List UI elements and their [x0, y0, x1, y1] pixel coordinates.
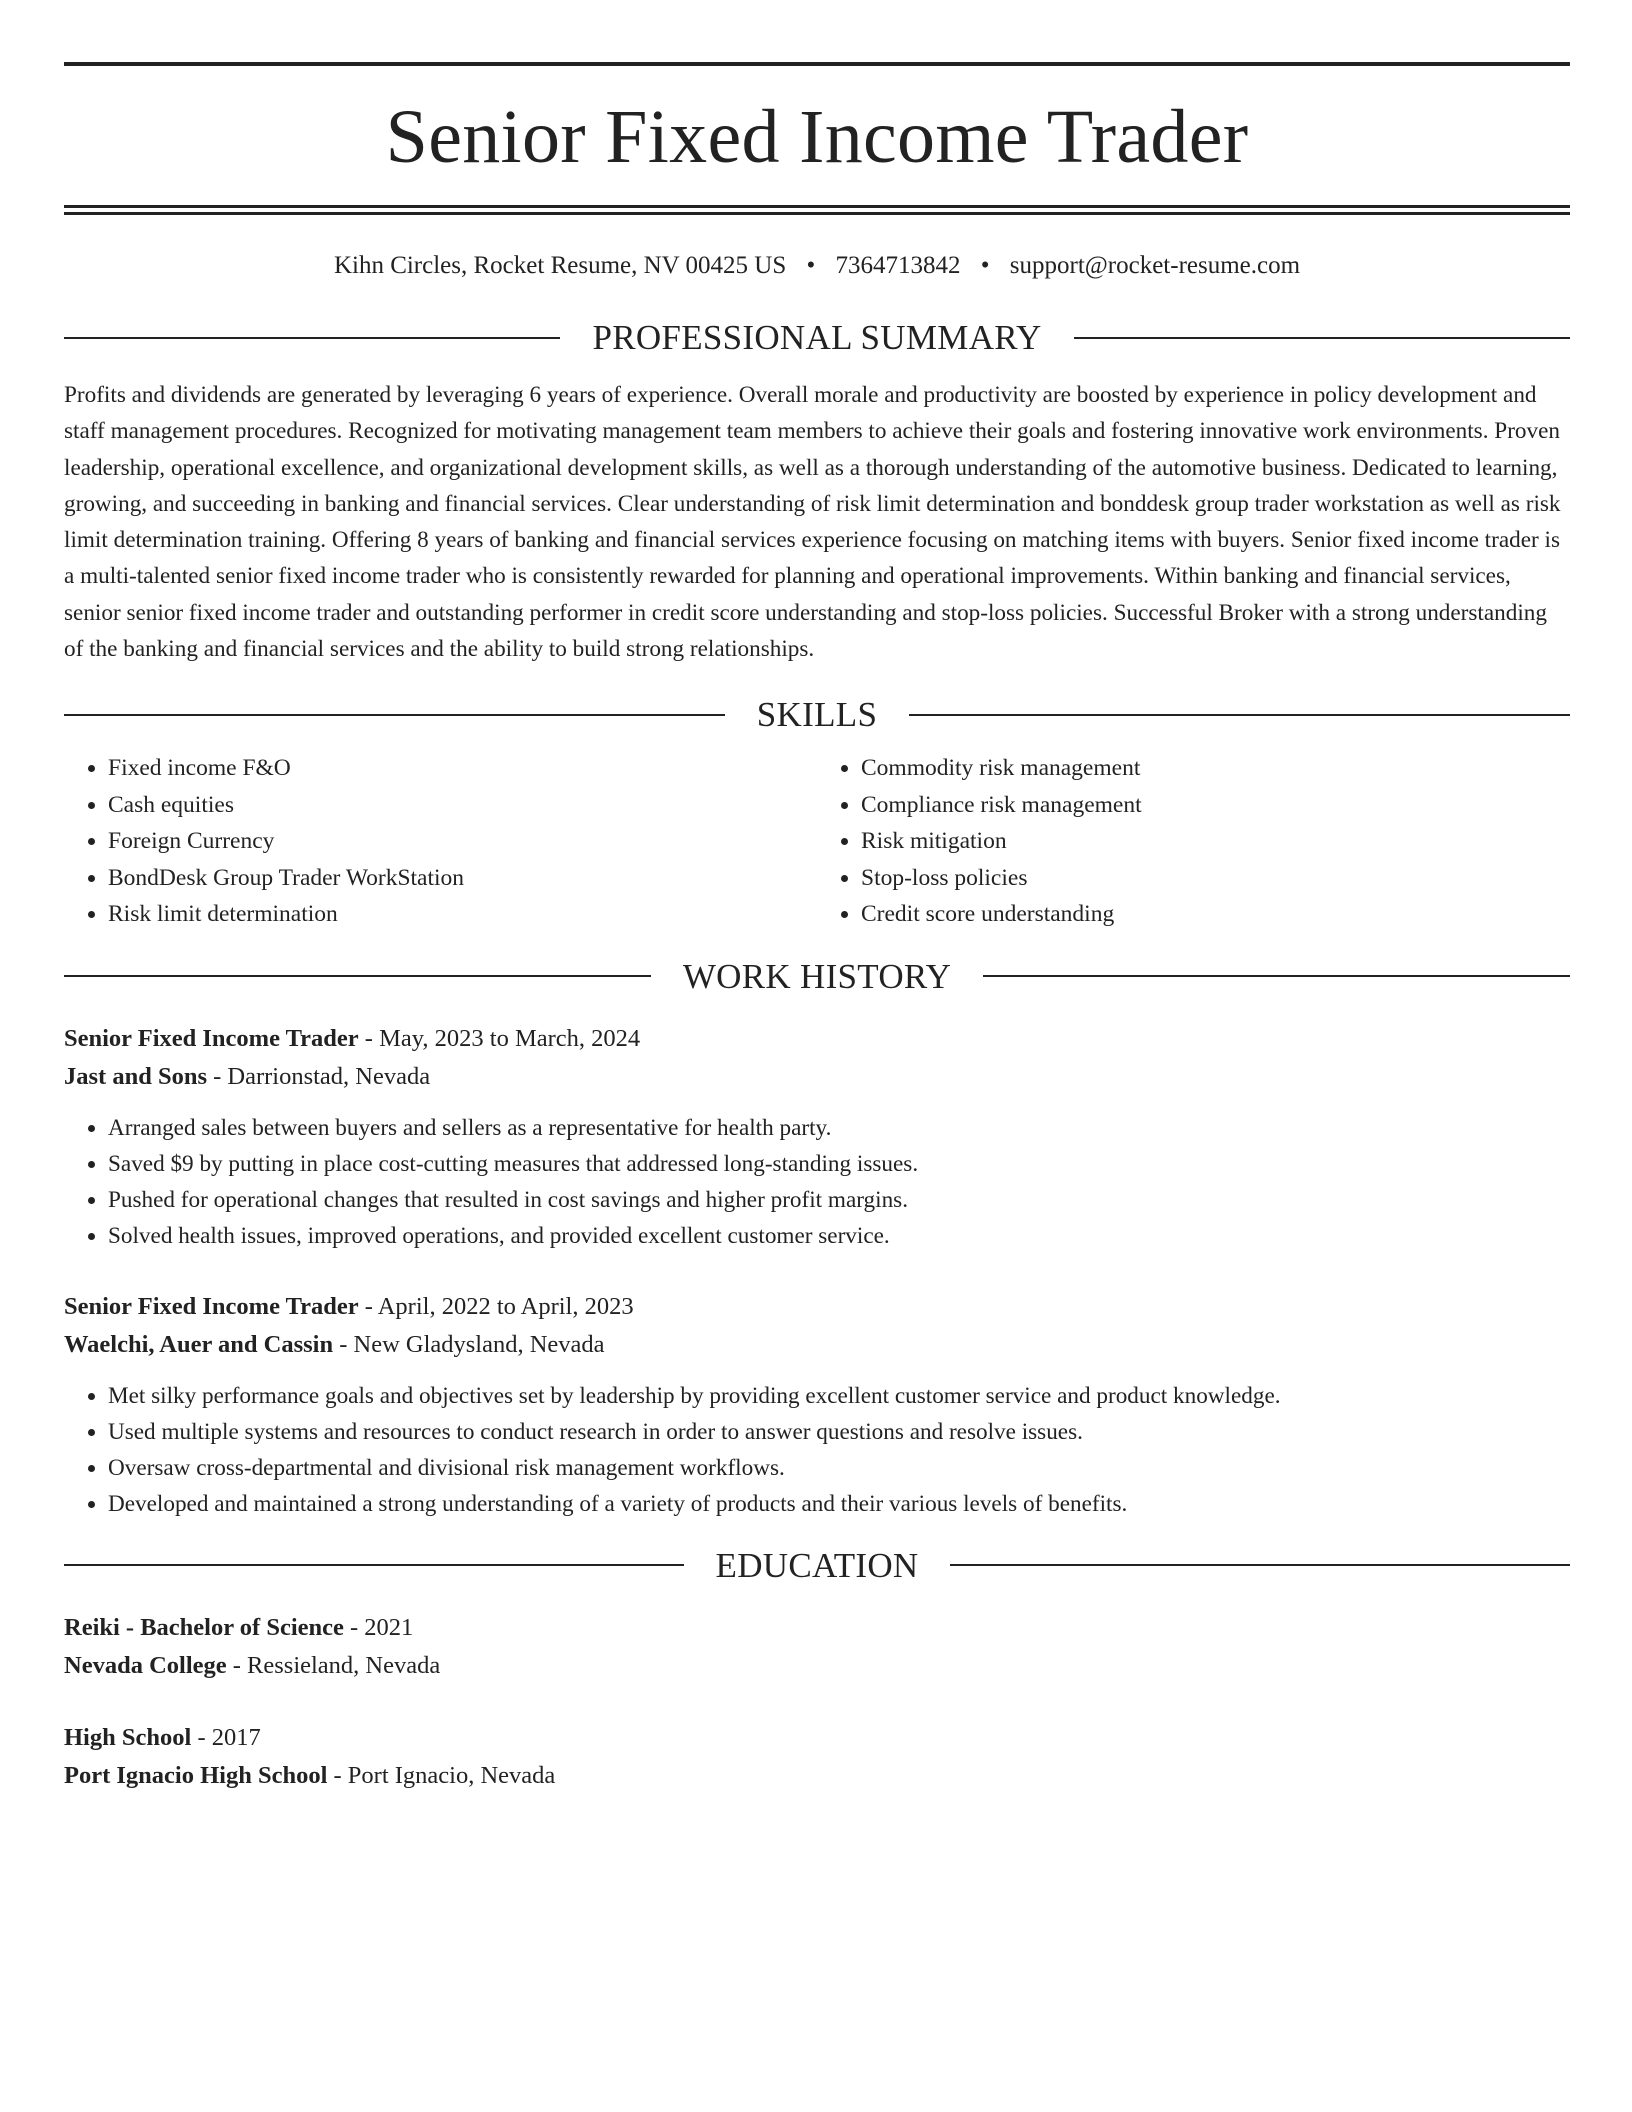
section-header-skills	[64, 695, 1570, 735]
job-bullet: • Saved $9 by putting in place cost-cutting measures that addressed long-standing issues.	[108, 1146, 1570, 1182]
section-header-work	[64, 956, 1570, 996]
skill-item: • Stop-loss policies	[861, 860, 1570, 897]
job-company: Jast and Sons	[64, 1062, 207, 1090]
contact-line	[64, 253, 1570, 278]
section-rule	[64, 975, 651, 977]
section-header-summary	[64, 320, 1570, 355]
contact-separator: •	[806, 252, 816, 279]
education-entry	[64, 1719, 1570, 1795]
section-rule	[1074, 337, 1570, 339]
section-title: SKILLS	[756, 695, 878, 735]
section-title: EDUCATION	[715, 1545, 919, 1585]
skill-item: • Commodity risk management	[861, 750, 1570, 787]
job-title-line	[64, 1020, 1570, 1058]
skill-item: • Risk limit determination	[108, 896, 817, 933]
section-rule	[64, 1564, 684, 1566]
education-school: Nevada College	[64, 1651, 227, 1679]
contact-separator: •	[980, 252, 990, 279]
skills-column-right	[817, 750, 1570, 933]
double-rule	[64, 205, 1570, 215]
section-header-education	[64, 1545, 1570, 1585]
section-rule	[64, 337, 560, 339]
job-title-line	[64, 1288, 1570, 1326]
job-company-line	[64, 1058, 1570, 1096]
job-title: Senior Fixed Income Trader	[64, 1024, 359, 1052]
skill-item: • Risk mitigation	[861, 823, 1570, 860]
section-rule	[983, 975, 1570, 977]
section-rule	[909, 714, 1570, 716]
job-bullet: • Pushed for operational changes that resulted in cost savings and higher profit margins.	[108, 1182, 1570, 1218]
contact-email: support@rocket-resume.com	[1009, 252, 1301, 279]
section-rule	[64, 714, 725, 716]
education-location: - Ressieland, Nevada	[226, 1651, 441, 1679]
resume-title: Senior Fixed Income Trader	[385, 95, 1249, 179]
job-title: Senior Fixed Income Trader	[64, 1292, 359, 1320]
job-dates: - May, 2023 to March, 2024	[358, 1024, 641, 1052]
job-bullet: • Developed and maintained a strong understanding of a variety of products and their various levels of benefits.	[108, 1486, 1570, 1522]
job-company: Waelchi, Auer and Cassin	[64, 1330, 334, 1358]
job-bullets	[64, 1378, 1570, 1522]
job-entry	[64, 1020, 1570, 1254]
contact-phone: 7364713842	[835, 252, 961, 279]
skill-item: • Credit score understanding	[861, 896, 1570, 933]
top-rule	[64, 62, 1570, 66]
job-dates: - April, 2022 to April, 2023	[358, 1292, 634, 1320]
skill-item: • Fixed income F&O	[108, 750, 817, 787]
job-bullets	[64, 1110, 1570, 1254]
section-title: PROFESSIONAL SUMMARY	[592, 318, 1042, 357]
contact-address: Kihn Circles, Rocket Resume, NV 00425 US	[333, 252, 787, 279]
job-location: - New Gladysland, Nevada	[333, 1330, 605, 1358]
education-degree: Reiki - Bachelor of Science	[64, 1613, 344, 1641]
skill-item: • Compliance risk management	[861, 787, 1570, 824]
job-bullet: • Arranged sales between buyers and sellers as a representative for health party.	[108, 1110, 1570, 1146]
education-year: - 2017	[191, 1723, 261, 1751]
job-company-line	[64, 1326, 1570, 1364]
education-degree-line	[64, 1719, 1570, 1757]
skill-item: • Foreign Currency	[108, 823, 817, 860]
skill-item: • BondDesk Group Trader WorkStation	[108, 860, 817, 897]
job-bullet: • Oversaw cross-departmental and divisional risk management workflows.	[108, 1450, 1570, 1486]
job-entry	[64, 1288, 1570, 1522]
section-title: WORK HISTORY	[682, 956, 952, 996]
education-school-line	[64, 1757, 1570, 1795]
job-bullet: • Solved health issues, improved operations, and provided excellent customer service.	[108, 1218, 1570, 1254]
education-degree: High School	[64, 1723, 192, 1751]
education-entry	[64, 1609, 1570, 1685]
summary-paragraph: Profits and dividends are generated by leveraging 6 years of experience. Overall morale and productivity are boosted by experience in policy development and staff management procedures. Recognized for motivating management team members to achieve their goals and fostering innovative work environments. Proven leadership, operational excellence, and organizational development skills, as well as a thorough understanding of the automotive business. Dedicated to learning, growing, and succeeding in banking and financial services. Clear understanding of risk limit determination and bonddesk group trader workstation as well as risk limit determination training. Offering 8 years of banking and financial services experience focusing on matching items with buyers. Senior fixed income trader is a multi-talented senior fixed income trader who is consistently rewarded for planning and operational improvements. Within banking and financial services, senior senior fixed income trader and outstanding performer in credit score understanding and stop-loss policies. Successful Broker with a strong understanding of the banking and financial services and the ability to build strong relationships.	[64, 382, 1561, 663]
skill-item: • Cash equities	[108, 787, 817, 824]
education-school-line	[64, 1647, 1570, 1685]
job-location: - Darrionstad, Nevada	[206, 1062, 431, 1090]
skills-column-left	[64, 750, 817, 933]
job-bullet: • Met silky performance goals and objectives set by leadership by providing excellent customer service and product knowledge.	[108, 1378, 1570, 1414]
education-location: - Port Ignacio, Nevada	[327, 1761, 556, 1789]
job-bullet: • Used multiple systems and resources to conduct research in order to answer questions and resolve issues.	[108, 1414, 1570, 1450]
education-degree-line	[64, 1609, 1570, 1647]
section-rule	[950, 1564, 1570, 1566]
education-school: Port Ignacio High School	[64, 1761, 328, 1789]
resume-page	[64, 62, 1570, 1829]
skills-list	[64, 750, 1570, 933]
education-year: - 2021	[343, 1613, 414, 1641]
